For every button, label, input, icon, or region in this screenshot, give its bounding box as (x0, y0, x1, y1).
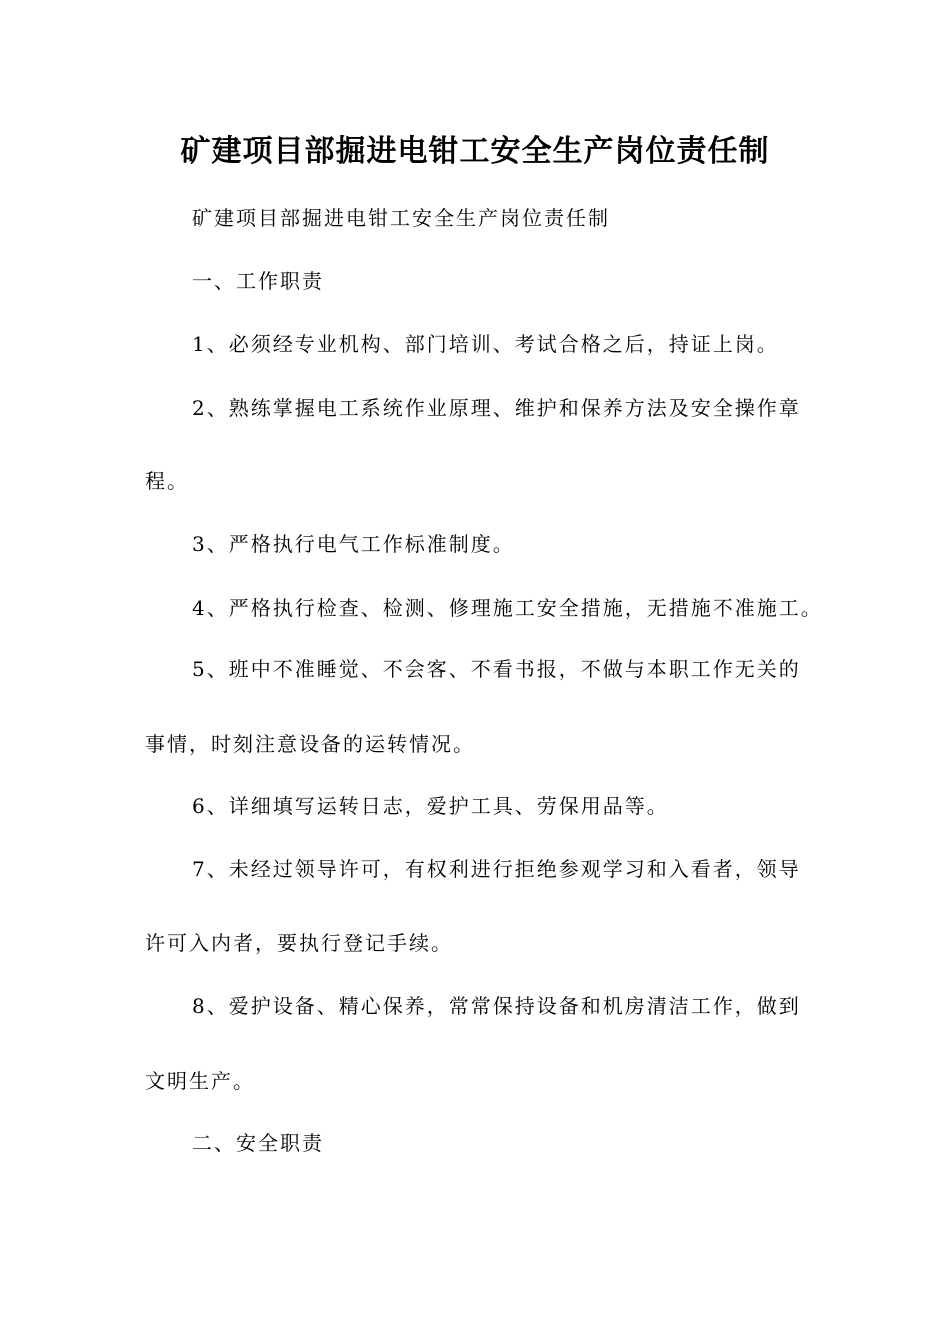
document-title: 矿建项目部掘进电钳工安全生产岗位责任制 (180, 134, 770, 169)
paragraph-line: 程。 (145, 469, 189, 493)
paragraph-line: 5、班中不准睡觉、不会客、不看书报，不做与本职工作无关的 (192, 657, 801, 681)
paragraph-line: 文明生产。 (145, 1069, 255, 1093)
section-heading-safety-duties: 二、安全职责 (192, 1131, 324, 1155)
paragraph-line: 2、熟练掌握电工系统作业原理、维护和保养方法及安全操作章 (192, 396, 801, 420)
paragraph-line: 事情，时刻注意设备的运转情况。 (145, 732, 475, 756)
paragraph-line: 7、未经过领导许可，有权利进行拒绝参观学习和入看者，领导 (192, 857, 801, 881)
paragraph-line: 8、爱护设备、精心保养，常常保持设备和机房清洁工作，做到 (192, 994, 801, 1018)
section-heading-work-duties: 一、工作职责 (192, 269, 324, 293)
paragraph-line: 3、严格执行电气工作标准制度。 (192, 532, 515, 556)
paragraph-line: 6、详细填写运转日志，爱护工具、劳保用品等。 (192, 794, 669, 818)
paragraph-line: 4、严格执行检查、检测、修理施工安全措施，无措施不准施工。 (192, 596, 823, 620)
paragraph-line: 许可入内者，要执行登记手续。 (145, 931, 453, 955)
subtitle-line: 矿建项目部掘进电钳工安全生产岗位责任制 (192, 206, 610, 230)
paragraph-line: 1、必须经专业机构、部门培训、考试合格之后，持证上岗。 (192, 332, 779, 356)
